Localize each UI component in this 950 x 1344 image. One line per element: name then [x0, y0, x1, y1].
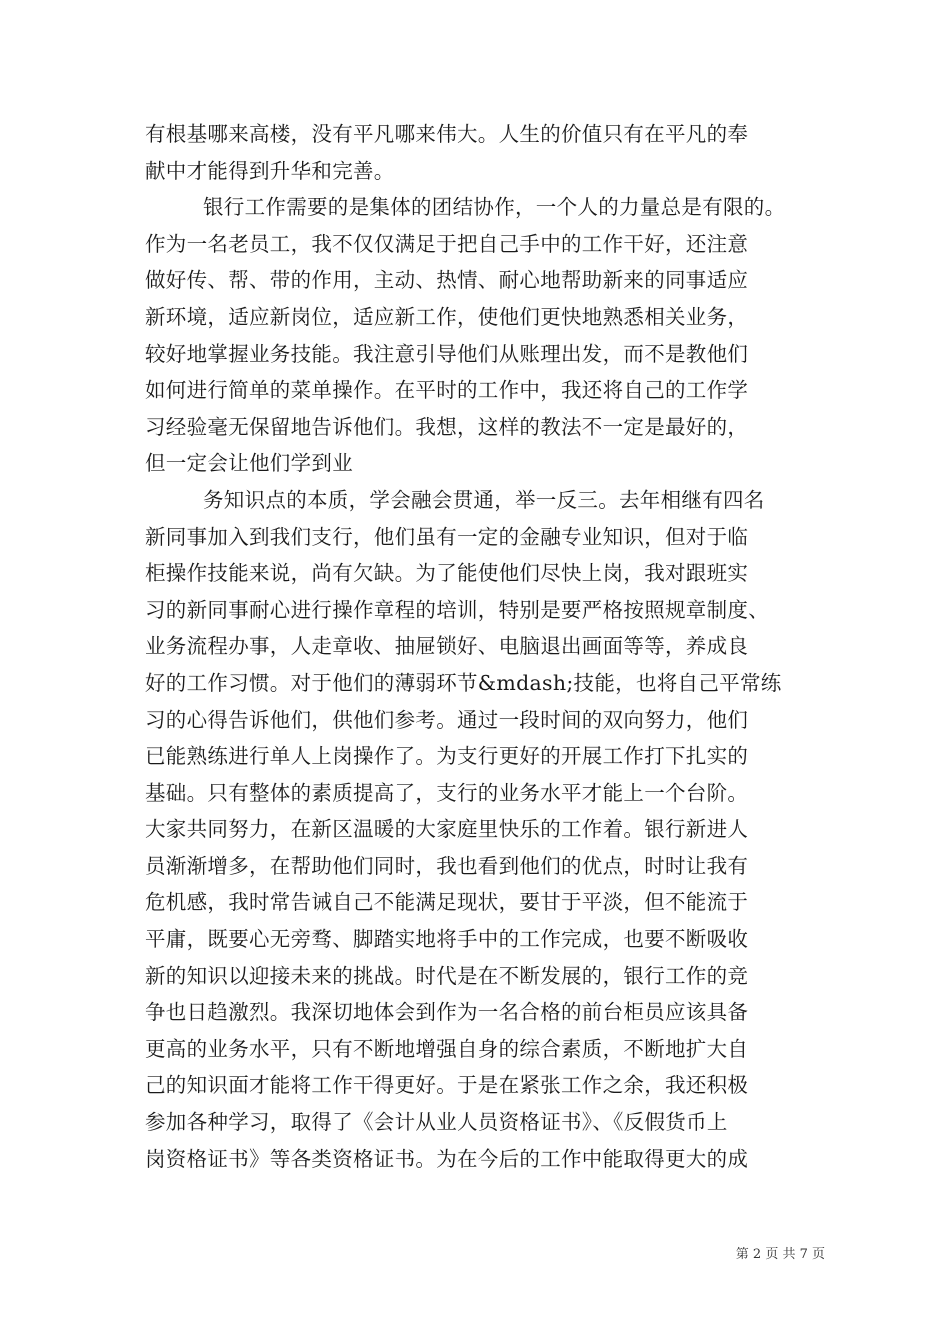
text-line: 更高的业务水平，只有不断地增强自身的综合素质，不断地扩大自: [145, 1036, 749, 1061]
text-line: 献中才能得到升华和完善。: [145, 158, 395, 183]
text-line: 新环境，适应新岗位，适应新工作，使他们更快地熟悉相关业务，: [145, 304, 749, 329]
text-line: 如何进行简单的菜单操作。在平时的工作中，我还将自己的工作学: [145, 378, 749, 403]
text-line: 有根基哪来高楼，没有平凡哪来伟大。人生的价值只有在平凡的奉: [145, 122, 749, 146]
text-line: 基础。只有整体的素质提高了，支行的业务水平才能上一个台阶。: [145, 780, 749, 805]
text-line: 平庸，既要心无旁骛、脚踏实地将手中的工作完成，也要不断吸收: [145, 927, 749, 952]
text-line: 已能熟练进行单人上岗操作了。为支行更好的开展工作打下扎实的: [145, 744, 749, 769]
text-line: 柜操作技能来说，尚有欠缺。为了能使他们尽快上岗，我对跟班实: [145, 561, 749, 586]
text-line: 习的新同事耐心进行操作章程的培训，特别是要严格按照规章制度、: [145, 597, 769, 622]
text-line: 好的工作习惯。对于他们的薄弱环节&mdash;技能，也将自己平常练: [145, 670, 782, 695]
text-line: 作为一名老员工，我不仅仅满足于把自己手中的工作干好，还注意: [145, 231, 749, 256]
text-line: 员渐渐增多，在帮助他们同时，我也看到他们的优点，时时让我有: [145, 853, 749, 878]
text-line: 较好地掌握业务技能。我注意引导他们从账理出发，而不是教他们: [145, 341, 749, 366]
body-text: [145, 116, 835, 1177]
text-line: 但一定会让他们学到业: [145, 451, 353, 476]
text-line: 新的知识以迎接未来的挑战。时代是在不断发展的，银行工作的竞: [145, 963, 749, 988]
text-line: 习的心得告诉他们，供他们参考。通过一段时间的双向努力，他们: [145, 707, 749, 732]
text-line: 习经验毫无保留地告诉他们。我想，这样的教法不一定是最好的，: [145, 414, 749, 439]
text-line: 务知识点的本质，学会融会贯通，举一反三。去年相继有四名: [203, 487, 765, 512]
text-line: 岗资格证书》等各类资格证书。为在今后的工作中能取得更大的成: [145, 1146, 749, 1171]
paragraph-2: [145, 189, 835, 482]
text-line: 大家共同努力，在新区温暖的大家庭里快乐的工作着。银行新进人: [145, 817, 749, 842]
paragraph-3: [145, 482, 835, 1177]
page-number: 第 2 页 共 7 页: [735, 1247, 825, 1262]
text-line: 危机感，我时常告诫自己不能满足现状，要甘于平淡，但不能流于: [145, 890, 749, 915]
text-line: 新同事加入到我们支行，他们虽有一定的金融专业知识，但对于临: [145, 524, 749, 549]
text-line: 争也日趋激烈。我深切地体会到作为一名合格的前台柜员应该具备: [145, 1000, 749, 1025]
text-line: 己的知识面才能将工作干得更好。于是在紧张工作之余，我还积极: [145, 1073, 749, 1098]
text-line: 银行工作需要的是集体的团结协作，一个人的力量总是有限的。: [203, 195, 786, 220]
paragraph-1: [145, 116, 835, 189]
text-line: 业务流程办事，人走章收、抽屉锁好、电脑退出画面等等，养成良: [145, 634, 749, 659]
text-line: 参加各种学习，取得了《会计从业人员资格证书》、《反假货币上: [145, 1110, 728, 1135]
text-line: 做好传、帮、带的作用，主动、热情、耐心地帮助新来的同事适应: [145, 268, 749, 293]
